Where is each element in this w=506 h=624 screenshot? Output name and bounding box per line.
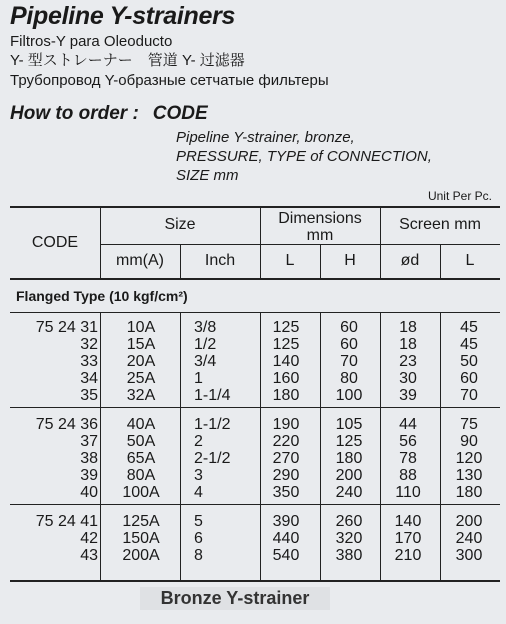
cell-screen-od: 23 <box>399 353 417 370</box>
cell-screen-od: 39 <box>399 387 417 404</box>
cell-size-inch: 4 <box>194 484 203 501</box>
header-code: CODE <box>31 234 79 251</box>
subtitle-japanese-chinese: Y- 型ストレーナー 管道 Y- 过滤器 <box>10 52 245 69</box>
subheader-mm: mm(A) <box>116 252 164 269</box>
cell-dim-h: 60 <box>340 319 358 336</box>
cell-code: 33 <box>80 353 98 370</box>
order-code-word: CODE <box>152 103 208 124</box>
table-rule-type <box>10 312 500 313</box>
cell-code: 39 <box>80 467 98 484</box>
cell-size-inch: 2-1/2 <box>194 450 231 467</box>
cell-dim-h: 200 <box>335 467 363 484</box>
cell-dim-l: 440 <box>272 530 300 547</box>
cell-size-mm: 10A <box>126 319 156 336</box>
cell-code: 34 <box>80 370 98 387</box>
order-description-line: PRESSURE, TYPE of CONNECTION, <box>176 148 432 165</box>
cell-screen-l: 50 <box>460 353 478 370</box>
table-row <box>10 387 500 404</box>
table-rule-bottom <box>10 580 500 582</box>
order-description-line: Pipeline Y-strainer, bronze, <box>176 129 355 146</box>
cell-screen-l: 120 <box>455 450 483 467</box>
cell-size-inch: 1-1/4 <box>194 387 231 404</box>
cell-code: 37 <box>80 433 98 450</box>
cell-dim-h: 125 <box>335 433 363 450</box>
cell-dim-h: 380 <box>335 547 363 564</box>
cell-code: 42 <box>80 530 98 547</box>
subheader-screen-od: ød <box>400 252 420 269</box>
cell-dim-h: 100 <box>335 387 363 404</box>
table-row <box>10 370 500 387</box>
header-size: Size <box>164 216 196 233</box>
cell-dim-h: 320 <box>335 530 363 547</box>
cell-size-mm: 125A <box>122 513 160 530</box>
page-title: Pipeline Y-strainers <box>10 2 236 30</box>
cell-dim-l: 350 <box>272 484 300 501</box>
cell-screen-l: 90 <box>460 433 478 450</box>
unit-note: Unit Per Pc. <box>427 189 492 203</box>
cell-screen-od: 30 <box>399 370 417 387</box>
cell-size-mm: 25A <box>126 370 156 387</box>
header-screen: Screen mm <box>399 216 481 233</box>
subtitle-russian: Трубопровод Y-образные сетчатые фильтеры <box>10 72 329 89</box>
cell-screen-l: 45 <box>460 319 478 336</box>
table-row <box>10 416 500 433</box>
cell-dim-l: 180 <box>272 387 300 404</box>
cell-code: 75 24 41 <box>35 513 98 530</box>
table-row <box>10 450 500 467</box>
cell-screen-l: 45 <box>460 336 478 353</box>
cell-code: 35 <box>80 387 98 404</box>
cell-size-mm: 80A <box>126 467 156 484</box>
cell-dim-l: 540 <box>272 547 300 564</box>
table-row <box>10 467 500 484</box>
subheader-dim-h: H <box>344 252 356 269</box>
table-row <box>10 433 500 450</box>
cell-dim-h: 70 <box>340 353 358 370</box>
table-row <box>10 547 500 564</box>
cell-size-inch: 3/4 <box>194 353 217 370</box>
cell-size-mm: 150A <box>122 530 160 547</box>
cell-dim-h: 260 <box>335 513 363 530</box>
table-rule-group1 <box>10 407 500 408</box>
order-description-line: SIZE mm <box>176 167 239 184</box>
table-rule-header-bottom <box>10 278 500 280</box>
cell-size-mm: 32A <box>126 387 156 404</box>
header-dimensions-line2: mm <box>306 227 334 244</box>
cell-screen-od: 88 <box>399 467 417 484</box>
table-row <box>10 513 500 530</box>
cell-size-inch: 1-1/2 <box>194 416 231 433</box>
cell-size-mm: 50A <box>126 433 156 450</box>
cell-screen-od: 18 <box>399 319 417 336</box>
cell-screen-l: 75 <box>460 416 478 433</box>
cell-screen-l: 200 <box>455 513 483 530</box>
cell-dim-h: 240 <box>335 484 363 501</box>
cell-size-mm: 200A <box>122 547 160 564</box>
cell-code: 43 <box>80 547 98 564</box>
cell-dim-h: 80 <box>340 370 358 387</box>
subtitle-spanish: Filtros-Y para Oleoducto <box>10 33 173 50</box>
cell-size-mm: 100A <box>122 484 160 501</box>
cell-screen-od: 78 <box>399 450 417 467</box>
cell-size-inch: 6 <box>194 530 203 547</box>
cell-dim-l: 290 <box>272 467 300 484</box>
cell-screen-od: 140 <box>394 513 422 530</box>
table-row <box>10 530 500 547</box>
cell-screen-od: 18 <box>399 336 417 353</box>
cell-screen-l: 180 <box>455 484 483 501</box>
cell-size-mm: 65A <box>126 450 156 467</box>
subheader-inch: Inch <box>204 252 236 269</box>
cell-screen-l: 130 <box>455 467 483 484</box>
cell-code: 40 <box>80 484 98 501</box>
cell-size-inch: 3/8 <box>194 319 217 336</box>
cell-dim-l: 390 <box>272 513 300 530</box>
cell-size-inch: 1 <box>194 370 203 387</box>
cell-dim-h: 105 <box>335 416 363 433</box>
cell-dim-l: 125 <box>272 336 300 353</box>
cell-code: 32 <box>80 336 98 353</box>
table-row <box>10 353 500 370</box>
cell-dim-h: 180 <box>335 450 363 467</box>
cell-size-mm: 40A <box>126 416 156 433</box>
cell-screen-od: 44 <box>399 416 417 433</box>
order-description <box>176 128 432 185</box>
cell-dim-l: 125 <box>272 319 300 336</box>
cell-dim-l: 270 <box>272 450 300 467</box>
table-row <box>10 484 500 501</box>
cell-screen-l: 300 <box>455 547 483 564</box>
footer-caption: Bronze Y-strainer <box>140 587 330 610</box>
cell-screen-l: 60 <box>460 370 478 387</box>
cell-screen-od: 110 <box>395 484 421 501</box>
header-dimensions <box>260 210 380 244</box>
cell-size-mm: 15A <box>126 336 156 353</box>
table-row <box>10 336 500 353</box>
cell-screen-l: 70 <box>460 387 478 404</box>
cell-code: 38 <box>80 450 98 467</box>
cell-size-inch: 3 <box>194 467 203 484</box>
cell-screen-od: 170 <box>394 530 422 547</box>
cell-dim-h: 60 <box>340 336 358 353</box>
cell-screen-od: 210 <box>394 547 422 564</box>
order-heading <box>10 103 208 125</box>
table-rule-top <box>10 206 500 208</box>
subheader-screen-l: L <box>465 252 475 269</box>
subheader-dim-l: L <box>285 252 295 269</box>
cell-size-inch: 5 <box>194 513 203 530</box>
cell-dim-l: 140 <box>272 353 300 370</box>
table-row <box>10 319 500 336</box>
table-rule-group2 <box>10 504 500 505</box>
cell-size-inch: 8 <box>194 547 203 564</box>
cell-size-mm: 20A <box>126 353 156 370</box>
cell-code: 75 24 31 <box>35 319 98 336</box>
cell-code: 75 24 36 <box>35 416 98 433</box>
type-label: Flanged Type (10 kgf/cm²) <box>16 288 188 304</box>
cell-dim-l: 220 <box>272 433 300 450</box>
cell-size-inch: 1/2 <box>194 336 217 353</box>
cell-dim-l: 160 <box>272 370 300 387</box>
cell-screen-l: 240 <box>455 530 483 547</box>
cell-screen-od: 56 <box>399 433 417 450</box>
cell-size-inch: 2 <box>194 433 203 450</box>
cell-dim-l: 190 <box>272 416 300 433</box>
header-dimensions-line1: Dimensions <box>278 210 362 227</box>
order-heading-label: How to order : <box>10 103 139 124</box>
